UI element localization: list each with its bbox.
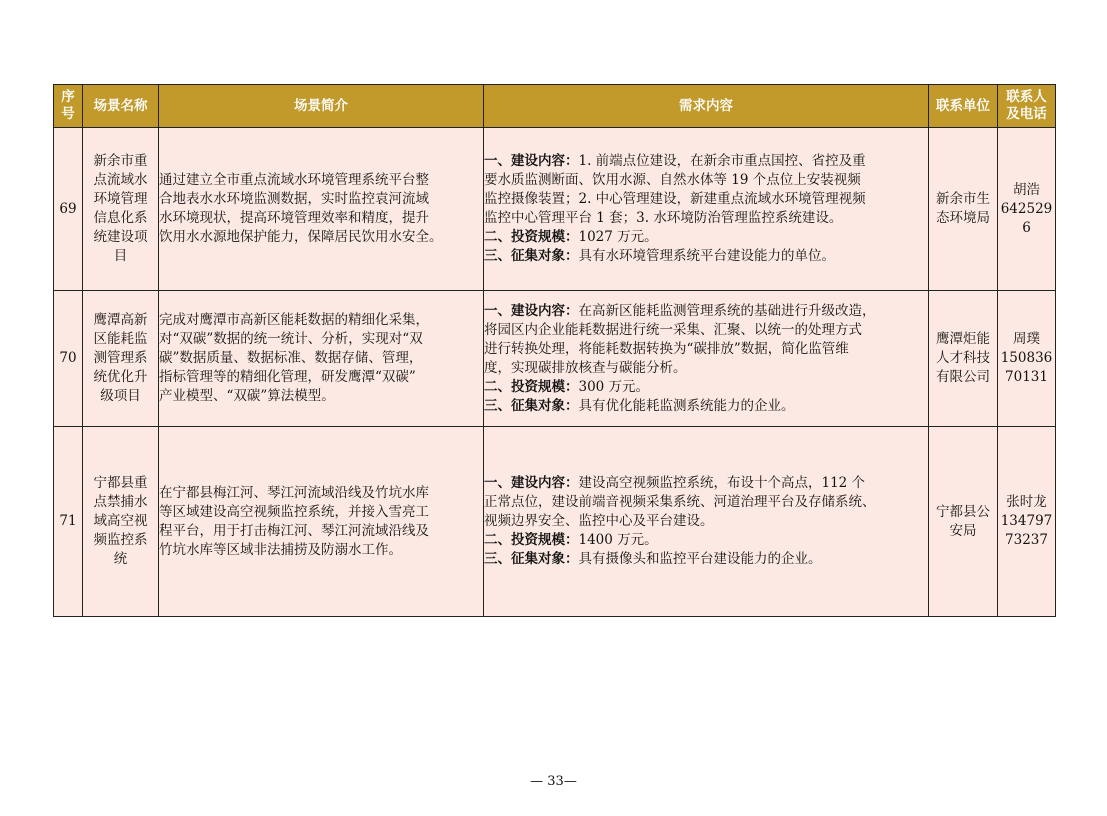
contact-unit: 新余市生 态环境局 xyxy=(929,128,998,291)
table-row xyxy=(54,128,1056,291)
scenario-table xyxy=(53,84,1056,617)
header-name: 场景名称 xyxy=(83,85,159,128)
scene-name: 宁都县重 点禁捕水 域高空视 频监控系 统 xyxy=(83,427,159,617)
demand-content: 一、建设内容：在高新区能耗监测管理系统的基础进行升级改造， 将园区内企业能耗数据进行统一采集、汇聚、以统一的处理方式 进行转换处理，将能耗数据转换为“碳排放”数据，简化监管维 度，实现碳排放核查与碳能分析。 二、投资规模：300 万元。 三、征集对象：具有优化能耗监测系统能力的企业。 xyxy=(484,291,929,427)
contact-person: 胡浩 642529 6 xyxy=(998,128,1056,291)
contact-unit: 鹰潭炬能 人才科技 有限公司 xyxy=(929,291,998,427)
demand-label-target: 三、征集对象： xyxy=(484,248,579,264)
page-number: — 33— xyxy=(530,774,577,789)
demand-label-invest: 二、投资规模： xyxy=(484,378,579,395)
header-intro: 场景简介 xyxy=(159,85,484,128)
header-demand: 需求内容 xyxy=(484,85,929,128)
demand-label-build: 一、建设内容： xyxy=(484,302,579,319)
demand-label-build: 一、建设内容： xyxy=(484,153,579,169)
demand-label-target: 三、征集对象： xyxy=(484,551,579,567)
contact-person: 张时龙 134797 73237 xyxy=(998,427,1056,617)
scene-intro: 在宁都县梅江河、琴江河流域沿线及竹坑水库 等区域建设高空视频监控系统，并接入雪亮工 程平台，用于打击梅江河、琴江河流域沿线及 竹坑水库等区域非法捕捞及防溺水工作。 xyxy=(159,427,484,617)
row-number: 71 xyxy=(54,427,83,617)
header-row xyxy=(54,85,1056,128)
demand-content: 一、建设内容：1. 前端点位建设，在新余市重点国控、省控及重 要水质监测断面、饮用水源、自然水体等 19 个点位上安装视频 监控摄像装置；2. 中心管理建设，新建重点流域水环境管理视频 监控中心管理平台 1 套；3. 水环境防治管理监控系统建设。 二、投资规模：1027 万元。 三、征集对象：具有水环境管理系统平台建设能力的单位。 xyxy=(484,128,929,291)
scene-intro: 完成对鹰潭市高新区能耗数据的精细化采集， 对“双碳”数据的统一统计、分析，实现对“双 碳”数据质量、数据标准、数据存储、管理， 指标管理等的精细化管理，研发鹰潭“双碳” 产业模型、“双碳”算法模型。 xyxy=(159,291,484,427)
demand-label-build: 一、建设内容： xyxy=(484,475,579,491)
scene-name: 鹰潭高新 区能耗监 测管理系 统优化升 级项目 xyxy=(83,291,159,427)
header-contact: 联系人 及电话 xyxy=(998,85,1056,128)
scene-name: 新余市重 点流域水 环境管理 信息化系 统建设项 目 xyxy=(83,128,159,291)
header-unit: 联系单位 xyxy=(929,85,998,128)
contact-unit: 宁都县公 安局 xyxy=(929,427,998,617)
header-seq: 序 号 xyxy=(54,85,83,128)
contact-person: 周璞 150836 70131 xyxy=(998,291,1056,427)
row-number: 70 xyxy=(54,291,83,427)
demand-content: 一、建设内容：建设高空视频监控系统，布设十个高点，112 个 正常点位，建设前端音视频采集系统、河道治理平台及存储系统、 视频边界安全、监控中心及平台建设。 二、投资规模：1400 万元。 三、征集对象：具有摄像头和监控平台建设能力的企业。 xyxy=(484,427,929,617)
row-number: 69 xyxy=(54,128,83,291)
table-row xyxy=(54,291,1056,427)
table-row xyxy=(54,427,1056,617)
scene-intro: 通过建立全市重点流域水环境管理系统平台整 合地表水水环境监测数据，实时监控袁河流域 水环境现状，提高环境管理效率和精度，提升 饮用水水源地保护能力，保障居民饮用水安全。 xyxy=(159,128,484,291)
demand-label-invest: 二、投资规模： xyxy=(484,229,579,245)
demand-label-invest: 二、投资规模： xyxy=(484,532,579,548)
demand-label-target: 三、征集对象： xyxy=(484,397,579,414)
